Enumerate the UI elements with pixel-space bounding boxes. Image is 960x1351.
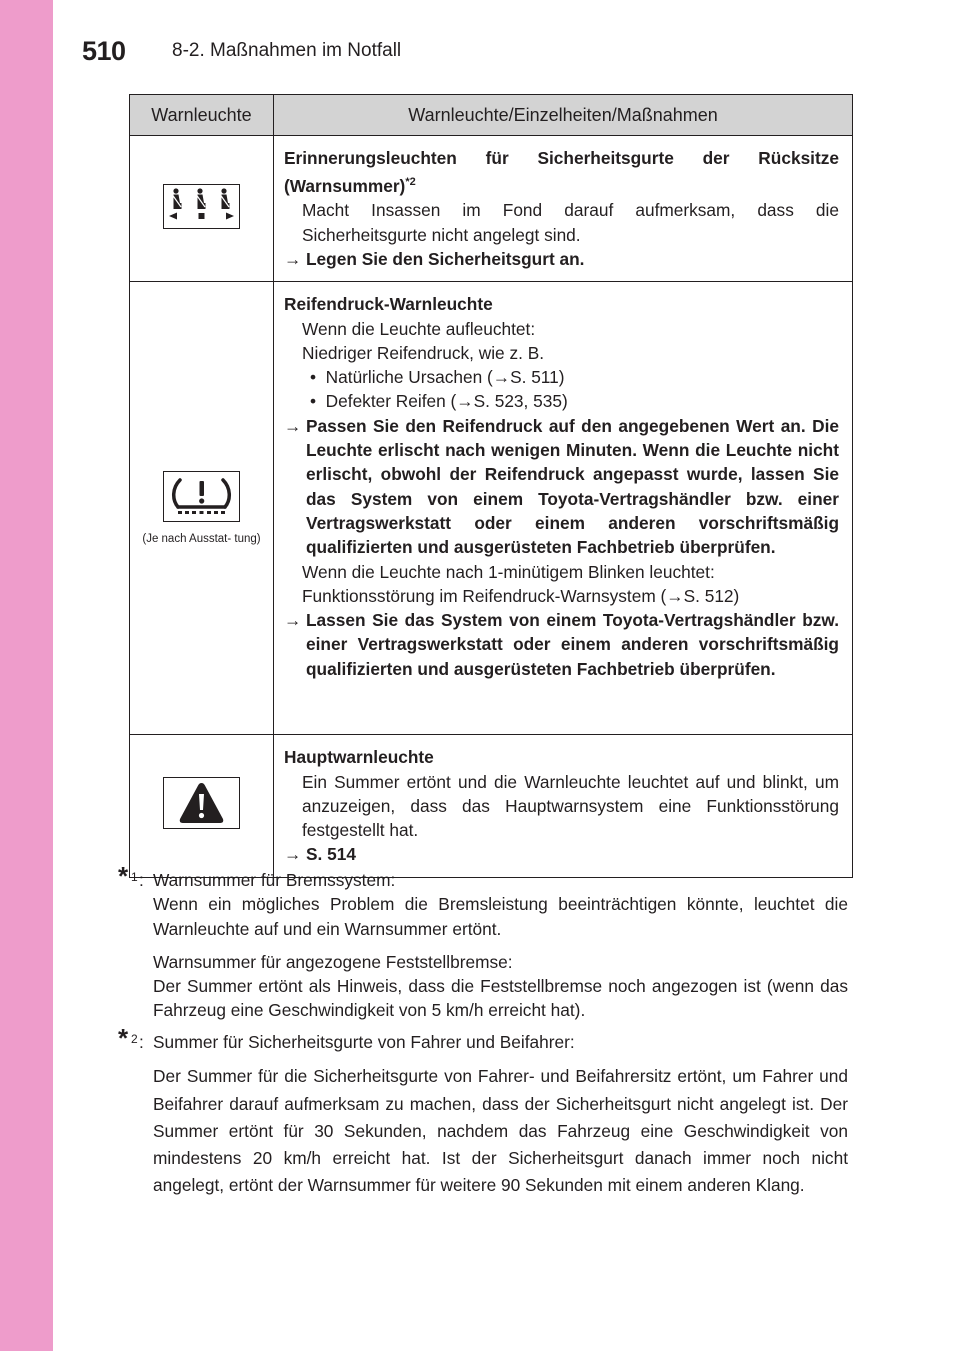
- icon-cell: [130, 282, 274, 735]
- footnote-star: *: [118, 1023, 129, 1053]
- row-title: Hauptwarnleuchte: [284, 747, 434, 768]
- footnote-1: * 1 : Warnsummer für Bremssystem: Wenn ein mögliches Problem die Bremsleistung beeinträchtigen könnte, leuchtet die Warnleuchte auf und ein Warnsummer ertönt. Warnsummer für angezogene Feststellbremse: Der Summer ertönt als Hinweis, dass die Feststellbremse noch angezogen ist (wenn das Fahrzeug eine Geschwindigkeit von 5 km/h erreicht hat).: [118, 868, 848, 1023]
- master-warning-icon: [163, 777, 240, 829]
- icon-caption: (Je nach Ausstat- tung): [142, 532, 261, 545]
- tire-pressure-icon: [163, 471, 240, 522]
- table-row: [130, 735, 853, 877]
- details-cell: [274, 136, 853, 282]
- footnote-number: 2: [131, 1032, 138, 1046]
- table-row: [130, 282, 853, 735]
- header-warnleuchte: Warnleuchte: [130, 95, 274, 136]
- header-details: Warnleuchte/Einzelheiten/Maßnahmen: [274, 95, 853, 136]
- table-header-row: [130, 95, 853, 136]
- table-row: [130, 136, 853, 282]
- footnote-body: Summer für Sicherheitsgurte von Fahrer und Beifahrer: Der Summer für die Sicherheitsgurte von Fahrer- und Beifahrersitz ertönt, um Fahrer und Beifahrer darauf aufmerksam zu machen, dass der Sicherheitsgurt nicht angelegt ist. Der Summer ertönt für 30 Sekunden, nachdem das Fahrzeug eine Geschwindigkeit von mindestens 20 km/h erreicht hat. Ist der Sicherheitsgurt danach immer noch nicht angelegt, ertönt der Warnsummer für weitere 90 Sekunden mit einem anderen Klang.: [153, 1032, 848, 1196]
- text-line: Funktionsstörung im Reifendruck-Warnsystem (→S. 512): [302, 585, 740, 606]
- details-cell: [274, 735, 853, 877]
- seatbelt-reminder-icon: [163, 184, 240, 229]
- row-description: Ein Summer ertönt und die Warnleuchte leuchtet auf und blinkt, um anzuzeigen, dass das Hauptwarnsystem eine Funktionsstörung festgestellt hat.: [302, 771, 839, 841]
- icon-cell: [130, 136, 274, 282]
- arrow-icon: →: [284, 610, 302, 631]
- page-number: 510: [82, 36, 126, 66]
- icon-cell: [130, 735, 274, 877]
- footnote-2: * 2 : Summer für Sicherheitsgurte von Fahrer und Beifahrer: Der Summer für die Sicherheitsgurte von Fahrer- und Beifahrersitz ertönt, um Fahrer und Beifahrer darauf aufmerksam zu machen, dass der Sicherheitsgurt nicht angelegt ist. Der Summer ertönt für 30 Sekunden, nachdem das Fahrzeug eine Geschwindigkeit von mindestens 20 km/h erreicht hat. Ist der Sicherheitsgurt danach immer noch nicht angelegt, ertönt der Warnsummer für weitere 90 Sekunden mit einem anderen Klang.: [118, 1030, 848, 1199]
- footnote-number: 1: [131, 870, 138, 884]
- row-description: Macht Insassen im Fond darauf aufmerksam, dass die Sicherheitsgurte nicht angelegt sind.: [302, 200, 839, 245]
- text-line: Wenn die Leuchte aufleuchtet:: [302, 318, 536, 339]
- text-line: Wenn die Leuchte nach 1-minütigem Blinken leuchtet:: [302, 561, 715, 582]
- action-line: → Lassen Sie das System von einem Toyota-Vertragshändler bzw. einer Vertragswerkstatt oder einem anderen vorschriftsmäßig qualifizierten und ausgerüsteten Fachbetrieb überprüfen.: [284, 608, 839, 681]
- bullet-item: • Defekter Reifen (→S. 523, 535): [310, 391, 568, 412]
- action-line: → S. 514: [284, 842, 839, 866]
- row-title: Reifendruck-Warnleuchte: [284, 294, 493, 315]
- details-cell: [274, 282, 853, 735]
- row-title: Erinnerungsleuchten für Sicherheitsgurte der Rücksitze (Warnsummer)$^{*2}$: [284, 148, 839, 197]
- text-line: Niedriger Reifendruck, wie z. B.: [302, 342, 545, 363]
- action-line: → Legen Sie den Sicherheitsgurt an.: [284, 247, 839, 271]
- arrow-icon: →: [284, 844, 302, 865]
- arrow-icon: →: [284, 248, 302, 269]
- footnote-star: *: [118, 861, 129, 891]
- action-line: → Passen Sie den Reifendruck auf den angegebenen Wert an. Die Leuchte erlischt nach wenigen Minuten. Wenn die Leuchte nicht erlischt, obwohl der Reifendruck angepasst wurde, lassen Sie das System von einem Toyota-Vertragshändler bzw. einer Vertragswerkstatt oder einem anderen vorschriftsmäßig qualifizierten und ausgerüsteten Fachbetrieb überprüfen.: [284, 414, 839, 560]
- chapter-tab: [0, 0, 53, 1351]
- bullet-item: • Natürliche Ursachen (→S. 511): [310, 367, 565, 388]
- footnote-body: Warnsummer für Bremssystem: Wenn ein mögliches Problem die Bremsleistung beeinträchtigen könnte, leuchtet die Warnleuchte auf und ein Warnsummer ertönt. Warnsummer für angezogene Feststellbremse: Der Summer ertönt als Hinweis, dass die Feststellbremse noch angezogen ist (wenn das Fahrzeug eine Geschwindigkeit von 5 km/h erreicht hat).: [153, 870, 848, 1021]
- arrow-icon: →: [284, 415, 302, 436]
- section-title: 8-2. Maßnahmen im Notfall: [172, 40, 402, 61]
- warning-light-table: [129, 94, 853, 878]
